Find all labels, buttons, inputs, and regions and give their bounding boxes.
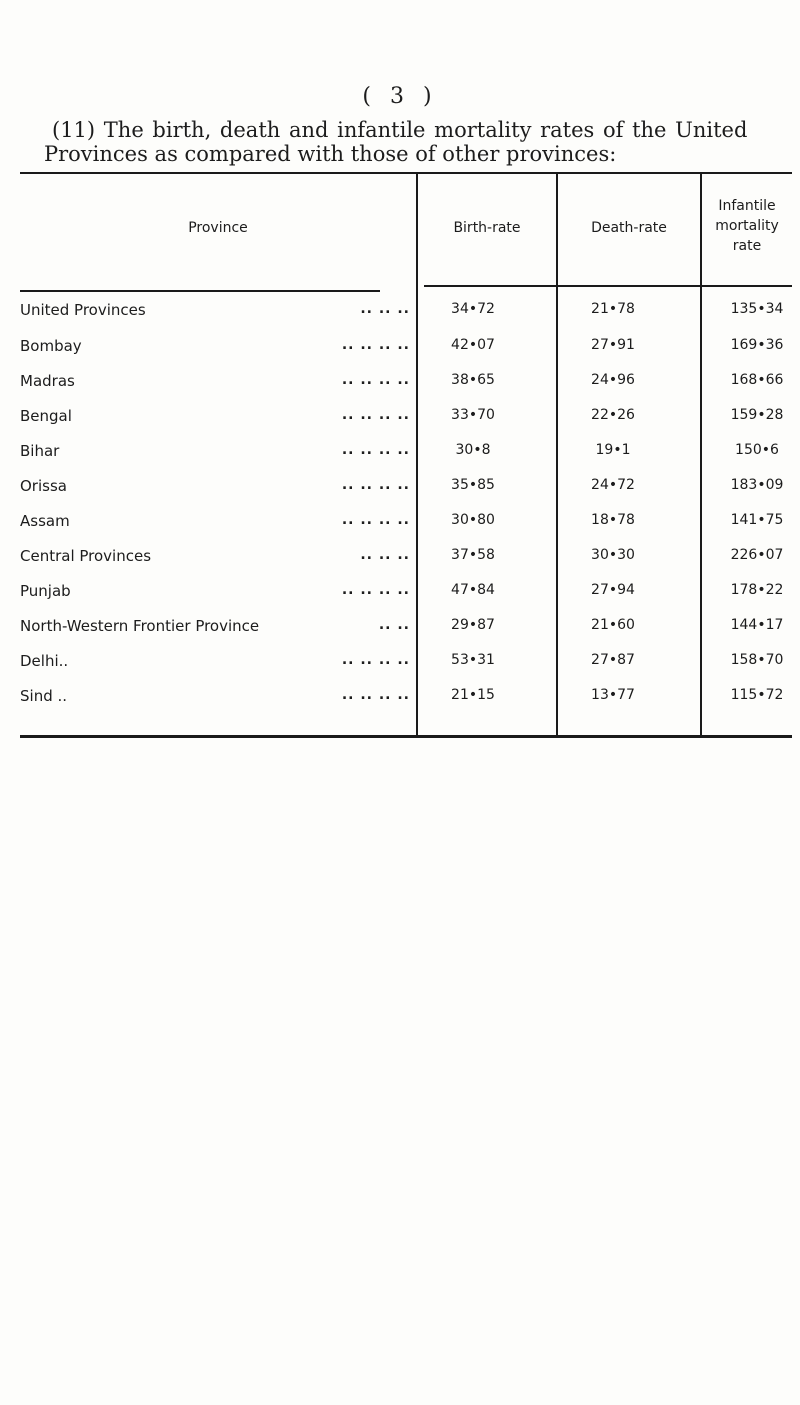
birth-rate-value: 34•72 bbox=[451, 301, 495, 317]
birth-rate-value: 21•15 bbox=[451, 687, 495, 703]
dot-leader: .. .. .. .. bbox=[341, 652, 410, 668]
table-row bbox=[20, 301, 792, 331]
birth-rate-value: 47•84 bbox=[451, 582, 495, 598]
infantile-mortality-value: 169•36 bbox=[730, 337, 784, 353]
table-row bbox=[20, 617, 792, 647]
province-name: Bombay bbox=[20, 337, 82, 355]
dot-leader: .. .. .. .. bbox=[341, 372, 410, 388]
header-infantile-line-3: rate bbox=[732, 238, 762, 254]
province-name: Delhi.. bbox=[20, 652, 69, 670]
infantile-mortality-value: 226•07 bbox=[730, 547, 784, 563]
section-heading bbox=[44, 118, 756, 166]
table-top-rule bbox=[20, 172, 792, 174]
infantile-mortality-value: 159•28 bbox=[730, 407, 784, 423]
province-name: United Provinces bbox=[20, 301, 146, 319]
province-name: Orissa bbox=[20, 477, 67, 495]
death-rate-value: 19•1 bbox=[595, 442, 631, 458]
header-birth-rate: Birth-rate bbox=[453, 220, 521, 236]
table-row bbox=[20, 547, 792, 577]
header-rule-rates bbox=[424, 285, 792, 287]
table-row bbox=[20, 582, 792, 612]
table-bottom-rule bbox=[20, 735, 792, 738]
province-name: Assam bbox=[20, 512, 70, 530]
death-rate-value: 22•26 bbox=[591, 407, 635, 423]
infantile-mortality-value: 141•75 bbox=[730, 512, 784, 528]
page-number: ( 3 ) bbox=[362, 84, 438, 109]
dot-leader: .. .. .. .. bbox=[341, 687, 410, 703]
dot-leader: .. .. .. .. bbox=[341, 407, 410, 423]
birth-rate-value: 38•65 bbox=[451, 372, 495, 388]
table-row bbox=[20, 337, 792, 367]
province-name: North-Western Frontier Province bbox=[20, 617, 260, 635]
rates-table bbox=[20, 172, 792, 1172]
province-name: Madras bbox=[20, 372, 75, 390]
death-rate-value: 13•77 bbox=[591, 687, 635, 703]
death-rate-value: 21•60 bbox=[591, 617, 635, 633]
dot-leader: .. .. .. bbox=[360, 301, 410, 317]
birth-rate-value: 42•07 bbox=[451, 337, 495, 353]
birth-rate-value: 37•58 bbox=[451, 547, 495, 563]
infantile-mortality-value: 150•6 bbox=[735, 442, 779, 458]
birth-rate-value: 33•70 bbox=[451, 407, 495, 423]
death-rate-value: 24•72 bbox=[591, 477, 635, 493]
infantile-mortality-value: 168•66 bbox=[730, 372, 784, 388]
table-row bbox=[20, 512, 792, 542]
table-row bbox=[20, 477, 792, 507]
province-name: Punjab bbox=[20, 582, 71, 600]
table-row bbox=[20, 407, 792, 437]
birth-rate-value: 30•80 bbox=[451, 512, 495, 528]
death-rate-value: 18•78 bbox=[591, 512, 635, 528]
header-infantile-line-2: mortality bbox=[715, 218, 779, 234]
dot-leader: .. .. .. .. bbox=[341, 477, 410, 493]
dot-leader: .. .. .. bbox=[360, 547, 410, 563]
header-infantile-mortality bbox=[702, 196, 792, 256]
infantile-mortality-value: 144•17 bbox=[730, 617, 784, 633]
death-rate-value: 30•30 bbox=[591, 547, 635, 563]
infantile-mortality-value: 183•09 bbox=[730, 477, 784, 493]
birth-rate-value: 35•85 bbox=[451, 477, 495, 493]
birth-rate-value: 30•8 bbox=[455, 442, 491, 458]
infantile-mortality-value: 115•72 bbox=[730, 687, 784, 703]
death-rate-value: 27•91 bbox=[591, 337, 635, 353]
infantile-mortality-value: 135•34 bbox=[730, 301, 784, 317]
dot-leader: .. .. bbox=[378, 617, 410, 633]
table-row bbox=[20, 372, 792, 402]
death-rate-value: 21•78 bbox=[591, 301, 635, 317]
province-name: Bengal bbox=[20, 407, 72, 425]
heading-line-2: Provinces as compared with those of other provinces: bbox=[44, 142, 617, 166]
dot-leader: .. .. .. .. bbox=[341, 582, 410, 598]
birth-rate-value: 53•31 bbox=[451, 652, 495, 668]
table-row bbox=[20, 652, 792, 682]
death-rate-value: 27•94 bbox=[591, 582, 635, 598]
dot-leader: .. .. .. .. bbox=[341, 337, 410, 353]
province-name: Bihar bbox=[20, 442, 60, 460]
header-province: Province bbox=[188, 220, 248, 236]
death-rate-value: 24•96 bbox=[591, 372, 635, 388]
dot-leader: .. .. .. .. bbox=[341, 442, 410, 458]
birth-rate-value: 29•87 bbox=[451, 617, 495, 633]
dot-leader: .. .. .. .. bbox=[341, 512, 410, 528]
header-death-rate: Death-rate bbox=[591, 220, 667, 236]
death-rate-value: 27•87 bbox=[591, 652, 635, 668]
table-row bbox=[20, 687, 792, 717]
province-name: Sind .. bbox=[20, 687, 68, 705]
header-rule-province bbox=[20, 290, 380, 292]
table-row bbox=[20, 442, 792, 472]
infantile-mortality-value: 158•70 bbox=[730, 652, 784, 668]
infantile-mortality-value: 178•22 bbox=[730, 582, 784, 598]
heading-line-1: (11) The birth, death and infantile mortality rates of the United bbox=[52, 118, 748, 142]
header-infantile-line-1: Infantile bbox=[718, 198, 776, 214]
province-name: Central Provinces bbox=[20, 547, 152, 565]
